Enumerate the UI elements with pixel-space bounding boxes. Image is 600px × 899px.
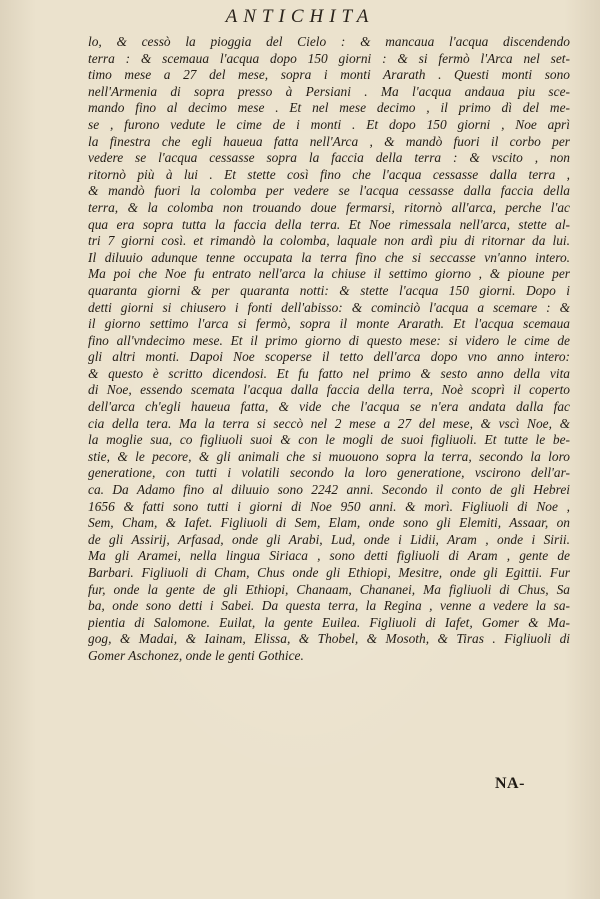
text-line: la moglie sua, co figliuoli suoi & con le mogli de suoi figliuoli. Et tutte le be- [88,432,570,448]
text-line: de gli Assirij, Arfasad, onde gli Arabi, Lud, onde i Lidii, Aram , onde i Sirii. [88,531,570,547]
text-line: di Noe, essendo scemata l'acqua dalla faccia della terra, Noè scoprì il coperto [88,382,570,398]
text-line: timo mese a 27 del mese, sopra i monti Ararath . Questi monti sono [88,67,570,83]
text-line: gli altri monti. Dapoi Noe scoperse il tetto dell'arca dopo vno anno intero: [88,349,570,365]
text-line: se , furono vedute le cime de i monti . Et dopo 150 giorni , Noe aprì [88,116,570,132]
text-line: quaranta giorni & per quaranta notti: & stette l'acqua 150 giorni. Dopo i [88,282,570,298]
text-line: gog, & Madai, & Iainam, Elissa, & Thobel, & Mosoth, & Tiras . Figliuoli di [88,631,570,647]
text-line: Gomer Aschonez, onde le genti Gothice. [88,647,304,663]
text-line: fino all'vndecimo mese. Et il primo giorno di questo mese: si videro le cime de [88,332,570,348]
text-line: il giorno settimo l'arca si fermò, sopra il monte Ararath. Et l'acqua scemaua [88,316,570,332]
text-line: Il diluuio adunque tenne occupata la terra fino che si seccasse vn'anno intero. [88,249,570,265]
body-text [88,34,570,665]
running-head: ANTICHITA [225,6,375,27]
text-line: nell'Armenia di sopra presso à Persiani . Ma l'acqua andaua piu sce- [88,83,570,99]
text-line: ritornò più à lui . Et stette così fino che l'acqua cessasse dalla terra , [88,166,570,182]
text-line: detti giorni si chiusero i fonti dell'abisso: & cominciò l'acqua a scemare : & [88,299,570,315]
text-line: Barbari. Figliuoli di Cham, Chus onde gli Ethiopi, Mesitre, onde gli Egittii. Fur [88,565,570,580]
text-line: fur, onde la gente de gli Ethiopi, Chanaam, Chananei, Ma figliuoli di Chus, Sa [88,581,570,597]
text-line: vedere se l'acqua cessasse sopra la faccia della terra : & vscito , non [88,150,570,166]
text-line: mando fino al decimo mese . Et nel mese decimo , il primo dì del me- [88,100,570,116]
text-line: pientia di Salomone. Euilat, la gente Euilea. Figliuoli di Iafet, Gomer & Ma- [88,614,570,630]
text-line: dell'arca ch'egli haueua fatta, & vide che l'acqua se n'era andata dalla fac [88,399,570,415]
catchword: NA- [495,775,525,792]
text-line: Ma gli Aramei, nella lingua Siriaca , sono detti figliuoli di Aram , gente de [88,548,570,564]
text-line: & questo è scritto dicendosi. Et fu fatto nel primo & sesto anno della vita [88,365,570,381]
text-line: lo, & cessò la pioggia del Cielo : & mancaua l'acqua discendendo [88,34,570,49]
text-line: terra : & scemaua l'acqua dopo 150 giorni : & si fermò l'Arca nel set- [88,50,570,66]
text-line: 1656 & fatti sono tutti i giorni di Noe 950 anni. & morì. Figliuoli di Noe , [88,498,570,514]
text-line: stie, & le pecore, & gli animali che si muouono sopra la terra, secondo la loro [88,448,570,464]
text-line: Ma poi che Noe fu entrato nell'arca la chiuse il settimo giorno , & pioune per [88,266,570,282]
text-line: la finestra che egli haueua fatta nell'Arca , & mandò fuori il corbo per [88,133,570,149]
text-line: ba, onde sono detti i Sabei. Da questa terra, la Regina , venne a vedere la sa- [88,598,570,614]
text-line: & mandò fuori la colomba per vedere se l'acqua cessasse dalla faccia della [88,183,570,199]
text-line: terra, & la colomba non trouando doue fermarsi, ritornò all'arca, perche l'ac [88,199,570,215]
text-line: tri 7 giorni così. et rimandò la colomba, laquale non ardì piu di ritornar da lui. [88,233,570,249]
text-line: generatione, con tutti i volatili secondo la loro generatione, vscirono dell'ar- [88,465,570,481]
text-line: qua era sopra tutta la faccia della terra. Et Noe rimessala nell'arca, stette al- [88,216,570,232]
text-line: ca. Da Adamo fino al diluuio sono 2242 anni. Secondo il conto de gli Hebrei [88,482,570,498]
text-line: cia della tera. Ma la terra si seccò nel 2 mese a 27 del mese, & vscì Noe, & [88,415,570,431]
text-line: Sem, Cham, & Iafet. Figliuoli di Sem, Elam, onde sono gli Elemiti, Assaar, on [88,515,570,531]
